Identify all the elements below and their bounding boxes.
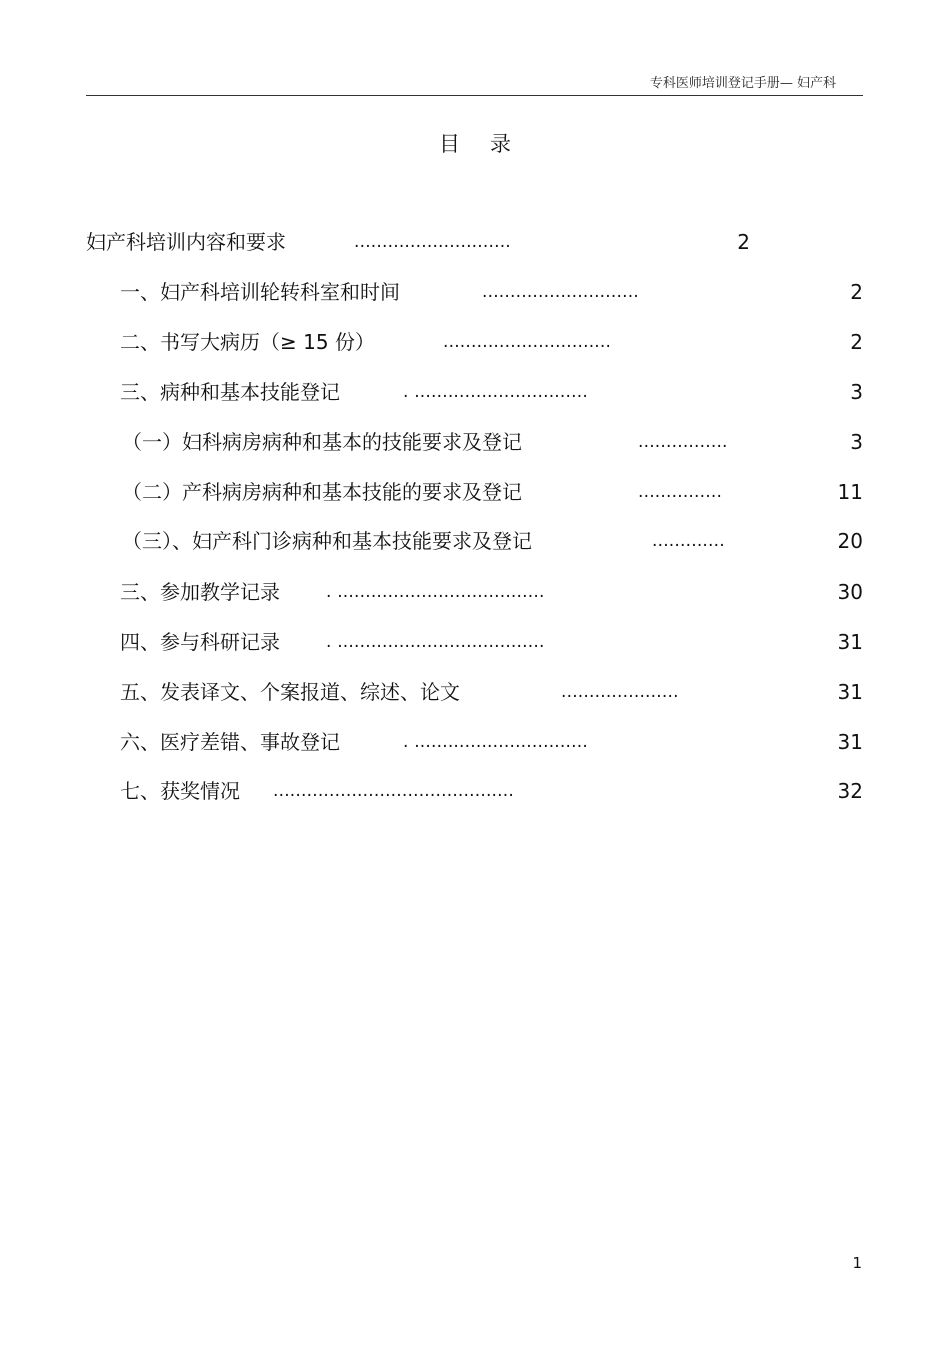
toc-entry-label: 四、参与科研记录 xyxy=(120,630,280,654)
toc-entry-leader: ............... xyxy=(638,482,723,502)
toc-entry-leader: ............................ xyxy=(482,282,639,302)
toc-entry-page: 2 xyxy=(850,330,863,354)
toc-entry-label: （二）产科病房病种和基本技能的要求及登记 xyxy=(122,480,522,504)
page-number: 1 xyxy=(852,1254,862,1272)
toc-entry-label: 三、参加教学记录 xyxy=(120,580,280,604)
toc-entry-label: 妇产科培训内容和要求 xyxy=(86,230,286,254)
toc-entry-page: 2 xyxy=(850,280,863,304)
toc-entry-leader: ........................................... xyxy=(273,781,514,801)
running-header: 专科医师培训登记手册— 妇产科 xyxy=(649,76,836,91)
toc-entry-label: 一、妇产科培训轮转科室和时间 xyxy=(120,280,400,304)
toc-entry[interactable] xyxy=(120,577,863,607)
toc-entry[interactable] xyxy=(120,377,863,407)
toc-title: 目录 xyxy=(439,132,541,156)
toc-entry-label: 二、书写大病历（≥ 15 份） xyxy=(120,330,375,354)
toc-entry[interactable] xyxy=(120,277,863,307)
toc-entry-leader: . ............................... xyxy=(403,732,588,752)
toc-entry-leader: ................ xyxy=(638,432,728,452)
toc-entry-label: 五、发表译文、个案报道、综述、论文 xyxy=(120,680,460,704)
toc-entry-page: 32 xyxy=(837,779,863,803)
toc-entry-leader: . ..................................... xyxy=(326,582,545,602)
toc-entry-leader: .............................. xyxy=(443,332,612,352)
toc-entry-page: 11 xyxy=(837,480,863,504)
toc-entry-label: 七、获奖情况 xyxy=(120,779,240,803)
toc-entry-page: 20 xyxy=(837,529,863,553)
toc-entry-leader: ..................... xyxy=(561,682,679,702)
toc-entry[interactable] xyxy=(120,627,863,657)
toc-entry[interactable] xyxy=(120,677,863,707)
toc-entry-leader: . ..................................... xyxy=(326,632,545,652)
toc-entry-label: 六、医疗差错、事故登记 xyxy=(120,730,340,754)
toc-entry-label: （一）妇科病房病种和基本的技能要求及登记 xyxy=(122,430,522,454)
toc-entry-page: 3 xyxy=(850,380,863,404)
toc-entry-page: 3 xyxy=(850,430,863,454)
toc-entry-page: 30 xyxy=(837,580,863,604)
toc-entry[interactable] xyxy=(122,427,863,457)
toc-entry[interactable] xyxy=(86,227,866,257)
toc-entry[interactable] xyxy=(122,477,863,507)
toc-entry-leader: . ............................... xyxy=(403,382,588,402)
toc-entry[interactable] xyxy=(122,526,863,556)
toc-entry[interactable] xyxy=(120,327,863,357)
header-rule xyxy=(86,95,863,96)
toc-entry[interactable] xyxy=(120,776,863,806)
toc-entry-leader: ............................ xyxy=(354,232,511,252)
toc-entry-page: 31 xyxy=(837,630,863,654)
toc-entry-label: 三、病种和基本技能登记 xyxy=(120,380,340,404)
toc-entry-label: （三）、妇产科门诊病种和基本技能要求及登记 xyxy=(122,529,532,553)
toc-entry-page: 2 xyxy=(737,230,750,254)
toc-entry-page: 31 xyxy=(837,680,863,704)
toc-entry-leader: ............. xyxy=(652,531,725,551)
toc-entry[interactable] xyxy=(120,727,863,757)
toc-entry-page: 31 xyxy=(837,730,863,754)
